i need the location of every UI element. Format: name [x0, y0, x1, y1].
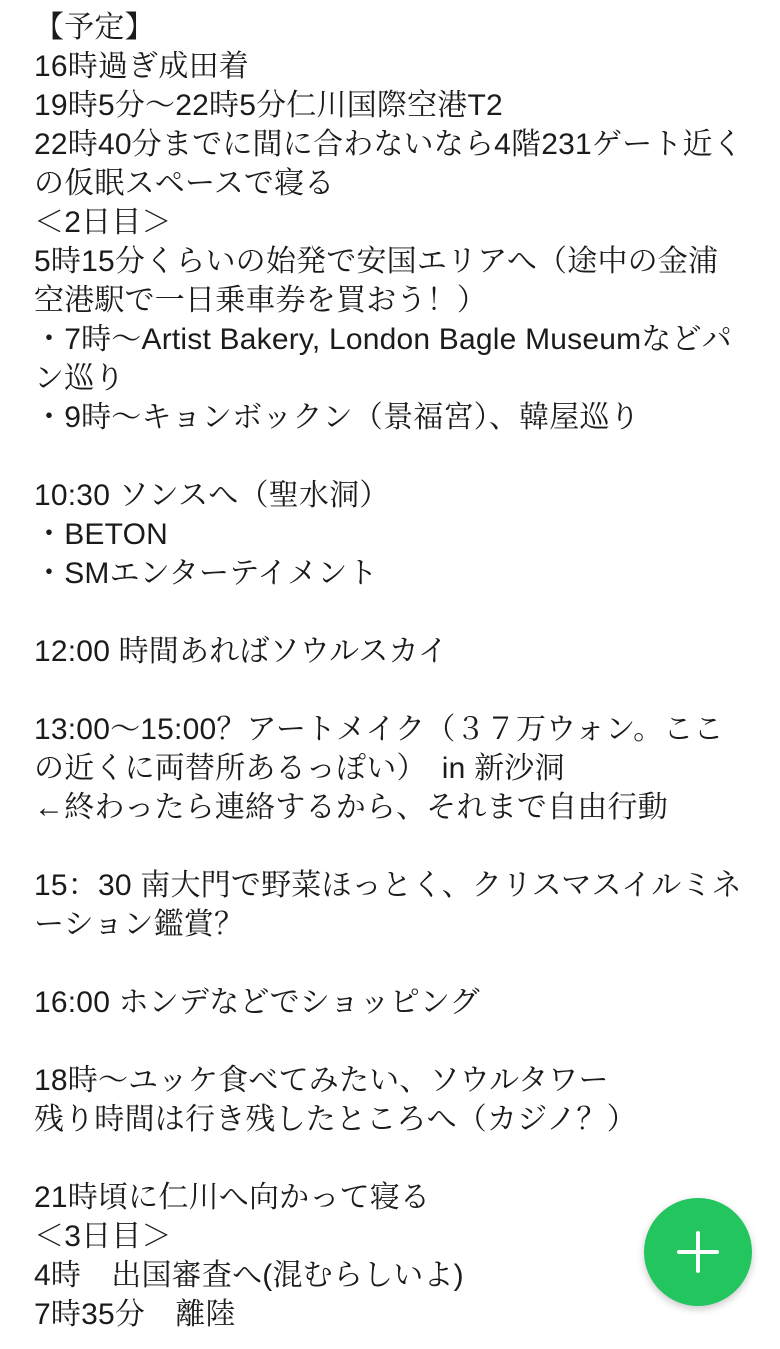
- add-note-button[interactable]: [644, 1198, 752, 1306]
- note-blank-line: [34, 944, 746, 983]
- note-line: 残り時間は行き残したところへ（カジノ？）: [34, 1103, 637, 1136]
- note-blank-line: [34, 671, 746, 710]
- note-blank-line: [34, 593, 746, 632]
- note-line: 16時過ぎ成田着: [34, 50, 249, 83]
- note-line: 7時35分 離陸: [34, 1298, 236, 1331]
- note-line: 19時5分〜22時5分仁川国際空港T2: [34, 89, 503, 122]
- note-blank-line: [34, 1139, 746, 1178]
- note-line: ・SMエンターテイメント: [34, 557, 378, 590]
- note-line: 4時 出国審査へ(混むらしいよ): [34, 1259, 464, 1292]
- note-line: 13:00〜15:00？アートメイク（３７万ウォン。ここの近くに両替所あるっぽい） in 新沙洞: [34, 713, 724, 785]
- note-line: ←終わったら連絡するから、それまで自由行動: [34, 791, 668, 824]
- note-blank-line: [34, 1022, 746, 1061]
- note-line: 10:30 ソンスへ（聖水洞）: [34, 479, 390, 512]
- note-line: 22時40分までに間に合わないなら4階231ゲート近くの仮眠スペースで寝る: [34, 128, 743, 200]
- note-blank-line: [34, 437, 746, 476]
- plus-icon: [677, 1250, 719, 1254]
- note-line: 15：30 南大門で野菜ほっとく、クリスマスイルミネーション鑑賞？: [34, 869, 742, 941]
- note-line: 16:00 ホンデなどでショッピング: [34, 986, 480, 1019]
- note-line: 21時頃に仁川へ向かって寝る: [34, 1181, 431, 1214]
- note-blank-line: [34, 827, 746, 866]
- note-line: 5時15分くらいの始発で安国エリアへ（途中の金浦空港駅で一日乗車券を買おう！）: [34, 245, 719, 317]
- note-line: ＜2日目＞: [34, 206, 172, 239]
- note-line: 12:00 時間あればソウルスカイ: [34, 635, 449, 668]
- note-line: ・7時〜Artist Bakery, London Bagle Museumなどパン巡り: [34, 323, 732, 395]
- note-line: 18時〜ユッケ食べてみたい、ソウルタワー: [34, 1064, 609, 1097]
- note-line: ・BETON: [34, 518, 169, 551]
- note-line: 【予定】: [34, 11, 155, 44]
- note-line: ＜3日目＞: [34, 1220, 172, 1253]
- note-line: ・9時〜キョンボックン（景福宮）、韓屋巡り: [34, 401, 640, 434]
